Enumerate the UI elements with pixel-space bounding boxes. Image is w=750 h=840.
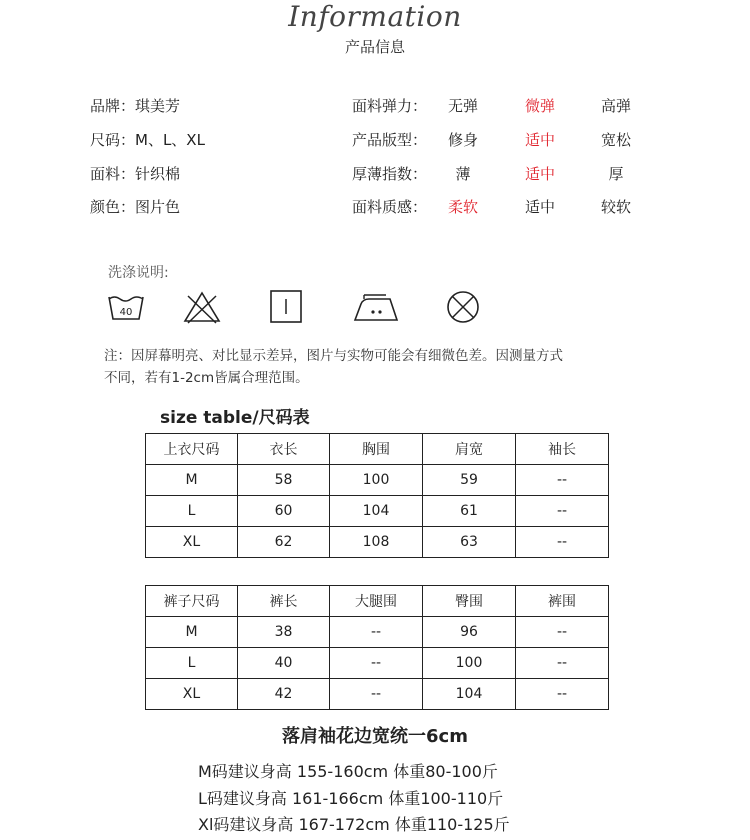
table-header-cell: 袖长	[516, 434, 609, 465]
table-row	[146, 617, 609, 648]
table-cell: --	[330, 648, 423, 679]
no-bleach-icon	[182, 290, 222, 324]
attr-elasticity-label: 面料弹力：	[352, 97, 428, 115]
note-line-1: 注：因屏幕明亮、对比显示差异，图片与实物可能会有细微色差。因测量方式	[104, 348, 563, 364]
table-row	[146, 527, 609, 558]
attr-color: 颜色：图片色	[90, 198, 181, 216]
table-cell: L	[146, 648, 238, 679]
table-header-row	[146, 586, 609, 617]
tumble-dry-icon	[266, 290, 306, 324]
title-chinese: 产品信息	[344, 38, 405, 56]
iron-medium-icon	[352, 290, 400, 324]
table-row	[146, 679, 609, 710]
disclaimer-note	[104, 345, 664, 389]
size-recommendation-l: L码建议身高 161-166cm 体重100-110斤	[198, 789, 504, 808]
table-header-cell: 裤长	[238, 586, 330, 617]
table-header-cell: 肩宽	[423, 434, 516, 465]
table-cell: XL	[146, 527, 238, 558]
table-cell: --	[516, 648, 609, 679]
pants-size-table	[145, 585, 609, 710]
table-row	[146, 465, 609, 496]
table-header-cell: 裤围	[516, 586, 609, 617]
table-header-cell: 上衣尺码	[146, 434, 238, 465]
table-header-cell: 大腿围	[330, 586, 423, 617]
table-cell: 104	[423, 679, 516, 710]
option-elasticity: 高弹	[600, 97, 631, 115]
table-header-cell: 臀围	[423, 586, 516, 617]
table-cell: 61	[423, 496, 516, 527]
table-cell: L	[146, 496, 238, 527]
table-cell: 100	[423, 648, 516, 679]
table-row	[146, 496, 609, 527]
size-table-title: size table/尺码表	[160, 408, 310, 428]
attr-brand: 品牌：琪美芳	[90, 97, 181, 115]
table-cell: --	[516, 527, 609, 558]
option-thickness: 厚	[608, 165, 624, 183]
size-recommendation-m: M码建议身高 155-160cm 体重80-100斤	[198, 762, 498, 781]
option-fit: 宽松	[600, 131, 631, 149]
title-english: Information	[288, 0, 462, 33]
table-cell: 108	[330, 527, 423, 558]
option-fit: 修身	[447, 131, 478, 149]
option-texture: 柔软	[447, 198, 478, 216]
table-cell: 38	[238, 617, 330, 648]
table-cell: 42	[238, 679, 330, 710]
top-size-table	[145, 433, 609, 558]
option-fit: 适中	[524, 131, 555, 149]
option-thickness: 适中	[524, 165, 555, 183]
table-cell: 62	[238, 527, 330, 558]
table-cell: --	[516, 679, 609, 710]
option-texture: 较软	[600, 198, 631, 216]
size-recommendation-xl: Xl码建议身高 167-172cm 体重110-125斤	[198, 815, 510, 834]
table-header-row	[146, 434, 609, 465]
table-cell: --	[330, 679, 423, 710]
table-cell: 40	[238, 648, 330, 679]
wash-40-icon	[106, 290, 146, 324]
wash-temp-label: 40	[119, 307, 133, 318]
attr-fit-label: 产品版型：	[352, 131, 428, 149]
table-header-cell: 衣长	[238, 434, 330, 465]
table-cell: --	[330, 617, 423, 648]
table-cell: 63	[423, 527, 516, 558]
table-cell: M	[146, 465, 238, 496]
wash-label: 洗涤说明:	[108, 265, 169, 281]
attr-texture-label: 面料质感：	[352, 198, 428, 216]
ruffle-width-note: 落肩袖花边宽统一6cm	[282, 726, 468, 747]
option-thickness: 薄	[455, 165, 471, 183]
note-line-2: 不同，若有1-2cm皆属合理范围。	[104, 370, 309, 386]
table-cell: 96	[423, 617, 516, 648]
table-header-cell: 裤子尺码	[146, 586, 238, 617]
table-cell: --	[516, 617, 609, 648]
table-cell: 59	[423, 465, 516, 496]
table-cell: M	[146, 617, 238, 648]
attr-thickness-label: 厚薄指数：	[352, 165, 428, 183]
option-elasticity: 无弹	[447, 97, 478, 115]
table-cell: 100	[330, 465, 423, 496]
table-cell: XL	[146, 679, 238, 710]
attr-fabric: 面料：针织棉	[90, 165, 181, 183]
table-row	[146, 648, 609, 679]
option-elasticity: 微弹	[524, 97, 555, 115]
table-cell: 104	[330, 496, 423, 527]
attr-sizes: 尺码：M、L、XL	[90, 131, 205, 149]
table-cell: --	[516, 465, 609, 496]
option-texture: 适中	[524, 198, 555, 216]
table-cell: 58	[238, 465, 330, 496]
table-header-cell: 胸围	[330, 434, 423, 465]
table-cell: 60	[238, 496, 330, 527]
table-cell: --	[516, 496, 609, 527]
no-dry-clean-icon	[443, 290, 483, 324]
